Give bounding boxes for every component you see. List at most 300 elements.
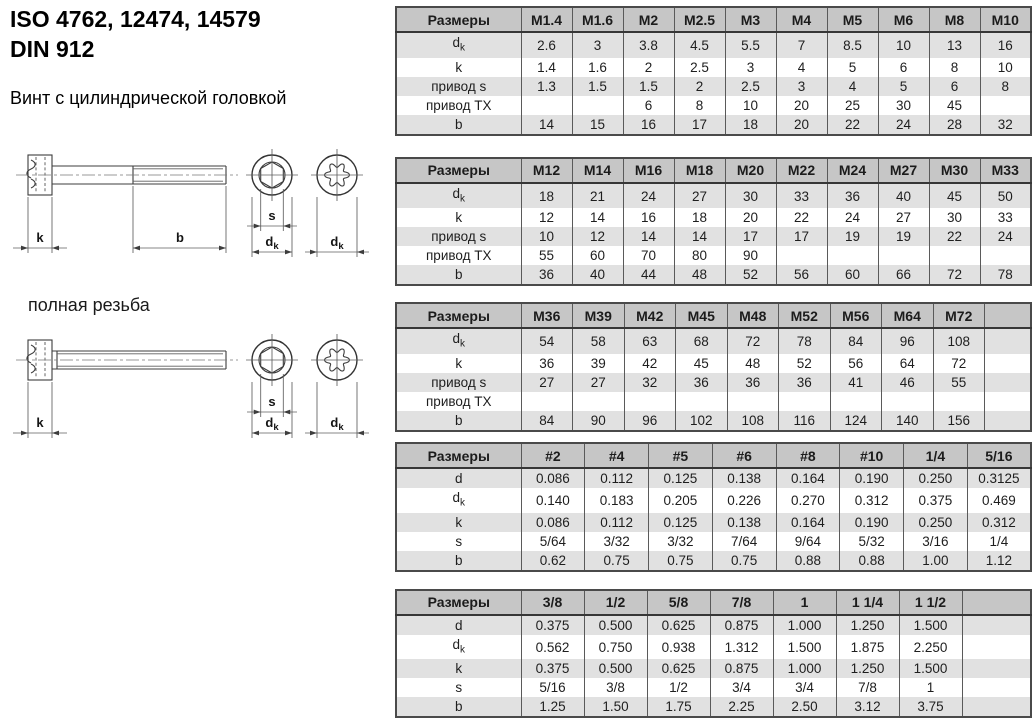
table-cell: 12: [572, 227, 623, 246]
size-column-header: #5: [649, 443, 713, 468]
table-cell: 24: [980, 227, 1031, 246]
table-cell: 1.5: [623, 77, 674, 96]
table-cell: 36: [827, 183, 878, 209]
table-cell: 1.00: [904, 551, 968, 571]
table-row: [396, 468, 1031, 488]
table-cell: 3/32: [649, 532, 713, 551]
table-cell: 24: [623, 183, 674, 209]
table-cell: 3/4: [710, 678, 773, 697]
size-column-header: M20: [725, 158, 776, 183]
table-row: [396, 513, 1031, 532]
table-cell: 14: [674, 227, 725, 246]
table-cell: 52: [725, 265, 776, 285]
size-column-header: 1/2: [584, 590, 647, 615]
table-cell: 7/8: [836, 678, 899, 697]
table-cell: 0.469: [967, 488, 1031, 513]
size-column-header: #6: [712, 443, 776, 468]
table-cell: 0.750: [584, 635, 647, 660]
table-cell: 3/16: [904, 532, 968, 551]
table-cell: 0.312: [840, 488, 904, 513]
head-height-k-label: k: [36, 415, 44, 430]
table-row: [396, 32, 1031, 58]
table-cell: [727, 392, 779, 411]
din-title: DIN 912: [10, 36, 95, 62]
table-cell: 2.6: [521, 32, 572, 58]
head-height-k-label: k: [36, 230, 44, 245]
table-cell: 22: [929, 227, 980, 246]
table-cell: [962, 678, 1031, 697]
table-cell: 0.500: [584, 615, 647, 635]
table-cell: [962, 635, 1031, 660]
table-cell: 5/32: [840, 532, 904, 551]
table-cell: 15: [572, 115, 623, 135]
size-column-header: M1.6: [572, 7, 623, 32]
table-cell: 84: [830, 328, 882, 354]
row-label: k: [396, 513, 521, 532]
table-row: [396, 77, 1031, 96]
table-cell: 45: [676, 354, 728, 373]
table-cell: 4: [776, 58, 827, 77]
table-cell: 108: [933, 328, 985, 354]
table-cell: 27: [674, 183, 725, 209]
table-cell: 96: [882, 328, 934, 354]
table-cell: [830, 392, 882, 411]
table-cell: 0.205: [649, 488, 713, 513]
table-cell: [779, 392, 831, 411]
table-cell: 1.5: [572, 77, 623, 96]
table-cell: [985, 411, 1032, 431]
table-cell: 1.6: [572, 58, 623, 77]
table-cell: 16: [623, 208, 674, 227]
table-cell: 156: [933, 411, 985, 431]
table-cell: 1: [899, 678, 962, 697]
table-row: [396, 411, 1031, 431]
row-label: b: [396, 265, 521, 285]
size-column-header: M16: [623, 158, 674, 183]
table-cell: 2.5: [674, 58, 725, 77]
table-cell: 108: [727, 411, 779, 431]
table-cell: 0.75: [585, 551, 649, 571]
table-cell: 22: [827, 115, 878, 135]
standards-title: ISO 4762, 12474, 14579: [10, 6, 261, 32]
table-cell: 56: [830, 354, 882, 373]
table-row: [396, 615, 1031, 635]
size-column-header: M8: [929, 7, 980, 32]
table-cell: 2.5: [725, 77, 776, 96]
table-cell: [962, 697, 1031, 717]
table-cell: 20: [776, 96, 827, 115]
row-label: $d_k$: [396, 183, 521, 209]
size-corner-header: Размеры: [396, 590, 521, 615]
table-cell: 64: [882, 354, 934, 373]
table-cell: 3.8: [623, 32, 674, 58]
table-cell: [676, 392, 728, 411]
table-cell: 18: [674, 208, 725, 227]
table-cell: 72: [933, 354, 985, 373]
row-label: привод TX: [396, 246, 521, 265]
table-cell: 0.625: [647, 659, 710, 678]
dimension-table: [395, 442, 1032, 572]
size-column-header: 1: [773, 590, 836, 615]
table-cell: 28: [929, 115, 980, 135]
row-label: привод TX: [396, 392, 521, 411]
table-cell: 0.086: [521, 513, 585, 532]
table-cell: 5/64: [521, 532, 585, 551]
table-cell: 90: [725, 246, 776, 265]
size-column-header: 3/8: [521, 590, 584, 615]
table-cell: 10: [980, 58, 1031, 77]
table-cell: [929, 246, 980, 265]
table-metric-m12-m33: [395, 157, 1030, 287]
table-cell: 0.138: [712, 468, 776, 488]
size-column-header: M30: [929, 158, 980, 183]
table-cell: 0.312: [967, 513, 1031, 532]
table-cell: 78: [779, 328, 831, 354]
row-label: $d_k$: [396, 635, 521, 660]
size-column-header: M33: [980, 158, 1031, 183]
table-cell: 30: [929, 208, 980, 227]
size-column-header: #10: [840, 443, 904, 468]
size-column-header: M18: [674, 158, 725, 183]
table-cell: 10: [725, 96, 776, 115]
row-label: b: [396, 411, 521, 431]
table-row: [396, 246, 1031, 265]
size-column-header: [985, 303, 1032, 328]
table-cell: [985, 354, 1032, 373]
row-label: d: [396, 615, 521, 635]
table-cell: 32: [980, 115, 1031, 135]
row-label: привод s: [396, 77, 521, 96]
row-label: b: [396, 115, 521, 135]
table-row: [396, 373, 1031, 392]
row-label: k: [396, 354, 521, 373]
dimension-table: [395, 302, 1032, 432]
table-cell: 4.5: [674, 32, 725, 58]
size-column-header: M22: [776, 158, 827, 183]
table-metric-m36-m72: [395, 302, 1030, 432]
table-cell: 1.312: [710, 635, 773, 660]
table-cell: 0.125: [649, 513, 713, 532]
socket-width-s-label: s: [268, 208, 276, 223]
size-column-header: 5/8: [647, 590, 710, 615]
table-row: [396, 551, 1031, 571]
size-column-header: M3: [725, 7, 776, 32]
size-corner-header: Размеры: [396, 158, 521, 183]
table-cell: 10: [878, 32, 929, 58]
table-cell: 33: [980, 208, 1031, 227]
table-cell: 55: [933, 373, 985, 392]
table-cell: 1.12: [967, 551, 1031, 571]
table-cell: 48: [727, 354, 779, 373]
table-row: [396, 354, 1031, 373]
table-cell: 27: [878, 208, 929, 227]
table-cell: 3: [776, 77, 827, 96]
size-column-header: 7/8: [710, 590, 773, 615]
table-cell: 1.3: [521, 77, 572, 96]
size-column-header: M64: [882, 303, 934, 328]
table-cell: 24: [878, 115, 929, 135]
table-cell: 0.562: [521, 635, 584, 660]
table-cell: [521, 392, 573, 411]
table-cell: [624, 392, 676, 411]
partial-thread-side-and-end-views: [0, 145, 390, 263]
table-cell: [985, 373, 1032, 392]
table-cell: 7: [776, 32, 827, 58]
table-cell: 17: [725, 227, 776, 246]
row-label: b: [396, 551, 521, 571]
size-column-header: M6: [878, 7, 929, 32]
table-cell: 2.25: [710, 697, 773, 717]
table-cell: 19: [827, 227, 878, 246]
table-cell: [962, 659, 1031, 678]
table-cell: [980, 96, 1031, 115]
size-column-header: #4: [585, 443, 649, 468]
head-diameter-dk-label: $d_k$: [330, 234, 344, 252]
table-cell: [521, 96, 572, 115]
table-cell: 13: [929, 32, 980, 58]
table-row: [396, 227, 1031, 246]
table-cell: 0.375: [521, 659, 584, 678]
table-cell: 30: [725, 183, 776, 209]
table-cell: 40: [572, 265, 623, 285]
table-row: [396, 532, 1031, 551]
table-cell: 1.500: [899, 659, 962, 678]
table-cell: 41: [830, 373, 882, 392]
table-cell: 140: [882, 411, 934, 431]
size-column-header: M56: [830, 303, 882, 328]
table-cell: 63: [624, 328, 676, 354]
table-cell: 0.88: [840, 551, 904, 571]
table-cell: 0.190: [840, 513, 904, 532]
table-cell: 0.875: [710, 615, 773, 635]
size-column-header: M45: [676, 303, 728, 328]
table-cell: 8.5: [827, 32, 878, 58]
size-column-header: M24: [827, 158, 878, 183]
size-corner-header: Размеры: [396, 443, 521, 468]
table-cell: 9/64: [776, 532, 840, 551]
table-cell: 0.75: [712, 551, 776, 571]
table-cell: 68: [676, 328, 728, 354]
table-inch-numbered: [395, 442, 1030, 572]
size-column-header: 1 1/4: [836, 590, 899, 615]
table-cell: 0.375: [904, 488, 968, 513]
table-cell: 3/32: [585, 532, 649, 551]
table-row: [396, 635, 1031, 660]
table-cell: [572, 96, 623, 115]
size-column-header: M2.5: [674, 7, 725, 32]
size-column-header: M12: [521, 158, 572, 183]
head-diameter-dk-label: $d_k$: [265, 415, 279, 433]
table-row: [396, 659, 1031, 678]
full-thread-screw-drawing: [0, 330, 390, 448]
table-cell: 52: [779, 354, 831, 373]
size-column-header: M42: [624, 303, 676, 328]
table-cell: 36: [676, 373, 728, 392]
table-cell: 0.270: [776, 488, 840, 513]
table-cell: 7/64: [712, 532, 776, 551]
table-cell: [878, 246, 929, 265]
row-label: s: [396, 678, 521, 697]
table-row: [396, 697, 1031, 717]
table-cell: 0.500: [584, 659, 647, 678]
table-cell: 90: [573, 411, 625, 431]
table-cell: 0.62: [521, 551, 585, 571]
table-row: [396, 58, 1031, 77]
table-metric-m1_4-m10: [395, 6, 1030, 136]
table-cell: 45: [929, 183, 980, 209]
table-cell: 2.250: [899, 635, 962, 660]
table-cell: 46: [882, 373, 934, 392]
table-cell: 124: [830, 411, 882, 431]
table-cell: 4: [827, 77, 878, 96]
table-cell: 0.112: [585, 468, 649, 488]
table-cell: [776, 246, 827, 265]
table-row: [396, 183, 1031, 209]
size-column-header: M36: [521, 303, 573, 328]
table-cell: 6: [878, 58, 929, 77]
table-cell: 0.164: [776, 468, 840, 488]
table-row: [396, 678, 1031, 697]
table-cell: 30: [878, 96, 929, 115]
table-cell: 72: [727, 328, 779, 354]
table-cell: [933, 392, 985, 411]
table-inch-fractional: [395, 589, 1030, 718]
table-cell: 1.25: [521, 697, 584, 717]
table-cell: 56: [776, 265, 827, 285]
table-cell: 3: [725, 58, 776, 77]
table-cell: [985, 328, 1032, 354]
table-cell: 14: [572, 208, 623, 227]
size-column-header: M72: [933, 303, 985, 328]
dimension-table: [395, 6, 1032, 136]
table-cell: 0.625: [647, 615, 710, 635]
table-cell: 32: [624, 373, 676, 392]
size-column-header: M4: [776, 7, 827, 32]
table-row: [396, 265, 1031, 285]
table-cell: 0.875: [710, 659, 773, 678]
partial-thread-screw-drawing: [0, 145, 390, 263]
table-cell: 0.226: [712, 488, 776, 513]
size-column-header: M27: [878, 158, 929, 183]
table-cell: 72: [929, 265, 980, 285]
table-cell: [882, 392, 934, 411]
dimension-table: [395, 589, 1032, 718]
head-diameter-dk-label: $d_k$: [330, 415, 344, 433]
table-cell: 0.190: [840, 468, 904, 488]
dimension-table: [395, 157, 1032, 287]
table-cell: 66: [878, 265, 929, 285]
table-cell: 2: [674, 77, 725, 96]
row-label: d: [396, 468, 521, 488]
table-cell: 3/8: [584, 678, 647, 697]
full-thread-label: полная резьба: [28, 295, 150, 315]
table-cell: [985, 392, 1032, 411]
table-cell: 27: [521, 373, 573, 392]
size-column-header: M2: [623, 7, 674, 32]
table-cell: 58: [573, 328, 625, 354]
table-cell: [573, 392, 625, 411]
table-cell: 70: [623, 246, 674, 265]
table-cell: 6: [623, 96, 674, 115]
table-cell: 42: [624, 354, 676, 373]
table-cell: 1.000: [773, 659, 836, 678]
table-cell: 3: [572, 32, 623, 58]
table-row: [396, 208, 1031, 227]
size-column-header: 5/16: [967, 443, 1031, 468]
table-cell: 1/4: [967, 532, 1031, 551]
table-cell: 5/16: [521, 678, 584, 697]
size-corner-header: Размеры: [396, 303, 521, 328]
size-column-header: M48: [727, 303, 779, 328]
table-cell: 0.164: [776, 513, 840, 532]
table-cell: 54: [521, 328, 573, 354]
size-column-header: [962, 590, 1031, 615]
table-cell: 5.5: [725, 32, 776, 58]
product-name: Винт с цилиндрической головкой: [10, 88, 287, 108]
size-column-header: M10: [980, 7, 1031, 32]
table-cell: 0.112: [585, 513, 649, 532]
size-column-header: M14: [572, 158, 623, 183]
table-cell: 16: [980, 32, 1031, 58]
size-column-header: M1.4: [521, 7, 572, 32]
table-cell: 8: [980, 77, 1031, 96]
table-cell: 0.250: [904, 468, 968, 488]
table-cell: 44: [623, 265, 674, 285]
table-row: [396, 96, 1031, 115]
tables-panel: [395, 6, 1030, 718]
table-row: [396, 488, 1031, 513]
table-cell: 3.12: [836, 697, 899, 717]
size-corner-header: Размеры: [396, 7, 521, 32]
table-row: [396, 328, 1031, 354]
table-cell: 1.500: [899, 615, 962, 635]
size-column-header: 1/4: [904, 443, 968, 468]
full-thread-side-and-end-views: [0, 330, 390, 448]
table-cell: 3.75: [899, 697, 962, 717]
table-cell: 6: [929, 77, 980, 96]
table-cell: 2: [623, 58, 674, 77]
table-cell: 8: [674, 96, 725, 115]
table-cell: 96: [624, 411, 676, 431]
table-cell: 1.75: [647, 697, 710, 717]
table-row: [396, 115, 1031, 135]
table-cell: 36: [779, 373, 831, 392]
table-cell: 1.250: [836, 659, 899, 678]
table-cell: 1.250: [836, 615, 899, 635]
row-label: $d_k$: [396, 32, 521, 58]
table-cell: 0.88: [776, 551, 840, 571]
table-cell: 22: [776, 208, 827, 227]
row-label: k: [396, 208, 521, 227]
table-cell: 80: [674, 246, 725, 265]
row-label: $d_k$: [396, 488, 521, 513]
table-cell: 0.140: [521, 488, 585, 513]
table-cell: 0.183: [585, 488, 649, 513]
row-label: привод s: [396, 373, 521, 392]
table-cell: 27: [573, 373, 625, 392]
table-cell: 10: [521, 227, 572, 246]
row-label: s: [396, 532, 521, 551]
table-cell: 36: [521, 265, 572, 285]
table-cell: [980, 246, 1031, 265]
table-cell: 0.250: [904, 513, 968, 532]
table-cell: 18: [521, 183, 572, 209]
table-cell: 1.000: [773, 615, 836, 635]
table-cell: 1.500: [773, 635, 836, 660]
row-label: привод s: [396, 227, 521, 246]
table-cell: 116: [779, 411, 831, 431]
table-cell: 14: [521, 115, 572, 135]
